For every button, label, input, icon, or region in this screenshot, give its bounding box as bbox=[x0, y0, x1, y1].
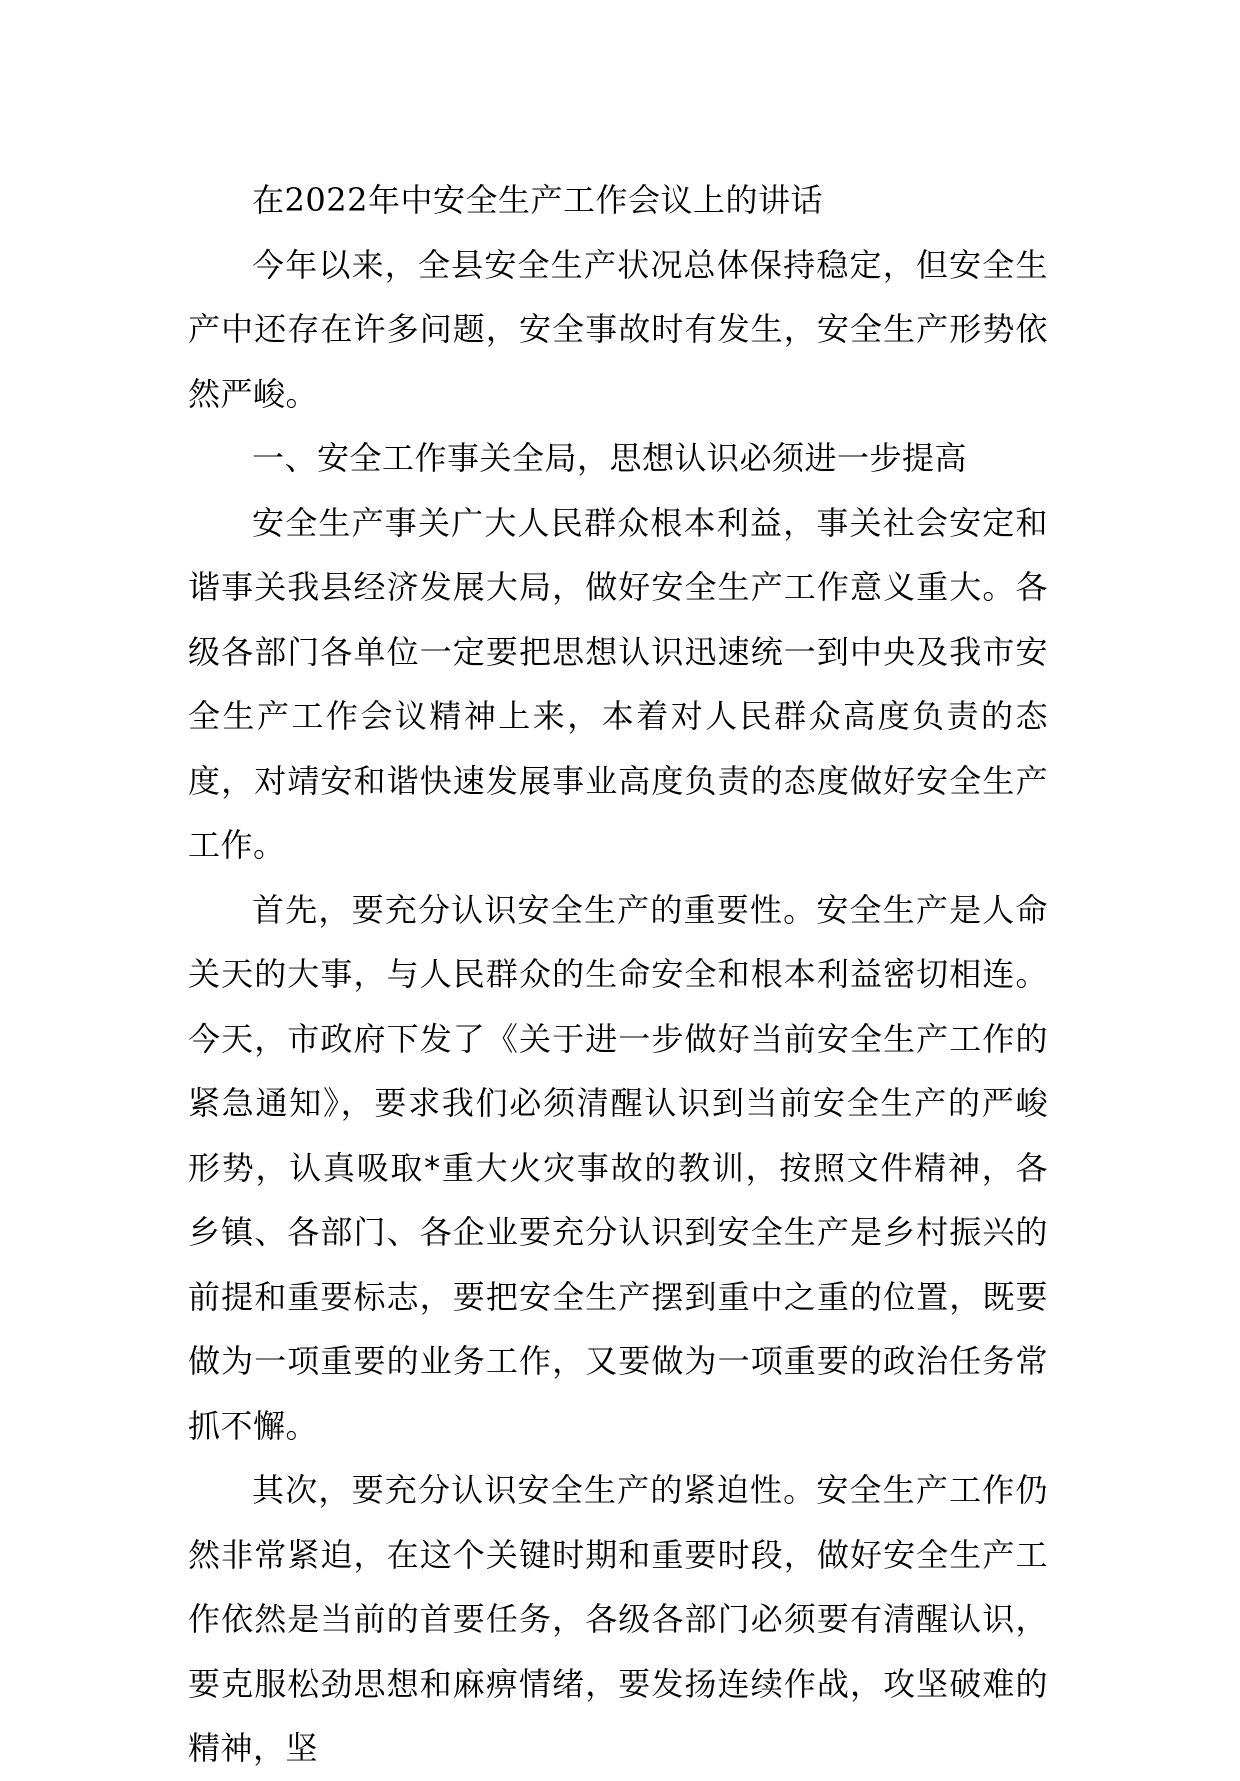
paragraph-significance: 安全生产事关广大人民群众根本利益，事关社会安定和谐事关我县经济发展大局，做好安全生产工作意义重大。各级各部门各单位一定要把思想认识迅速统一到中央及我市安全生产工作会议精神上来，本着对人民群众高度负责的态度，对靖安和谐快速发展事业高度负责的态度做好安全生产工作。 bbox=[188, 503, 1048, 864]
paragraph-importance: 首先，要充分认识安全生产的重要性。安全生产是人命关天的大事，与人民群众的生命安全和根本利益密切相连。今天，市政府下发了《关于进一步做好当前安全生产工作的紧急通知》，要求我们必须清醒认识到当前安全生产的严峻形势，认真吸取*重大火灾事故的教训，按照文件精神，各乡镇、各部门、各企业要充分认识到安全生产是乡村振兴的前提和重要标志，要把安全生产摆到重中之重的位置，既要做为一项重要的业务工作，又要做为一项重要的政治任务常抓不懈。 bbox=[188, 890, 1048, 1445]
paragraph-intro: 今年以来，全县安全生产状况总体保持稳定，但安全生产中还存在许多问题，安全事故时有发生，安全生产形势依然严峻。 bbox=[188, 245, 1048, 413]
document-body bbox=[188, 168, 1048, 1781]
section-heading-1: 一、安全工作事关全局，思想认识必须进一步提高 bbox=[252, 439, 968, 477]
paragraph-urgency: 其次，要充分认识安全生产的紧迫性。安全生产工作仍然非常紧迫，在这个关键时期和重要时段，做好安全生产工作依然是当前的首要任务，各级各部门必须要有清醒认识，要克服松劲思想和麻痹情绪，要发扬连续作战，攻坚破难的精神，坚 bbox=[188, 1471, 1048, 1767]
document-title: 在2022年中安全生产工作会议上的讲话 bbox=[252, 181, 823, 219]
